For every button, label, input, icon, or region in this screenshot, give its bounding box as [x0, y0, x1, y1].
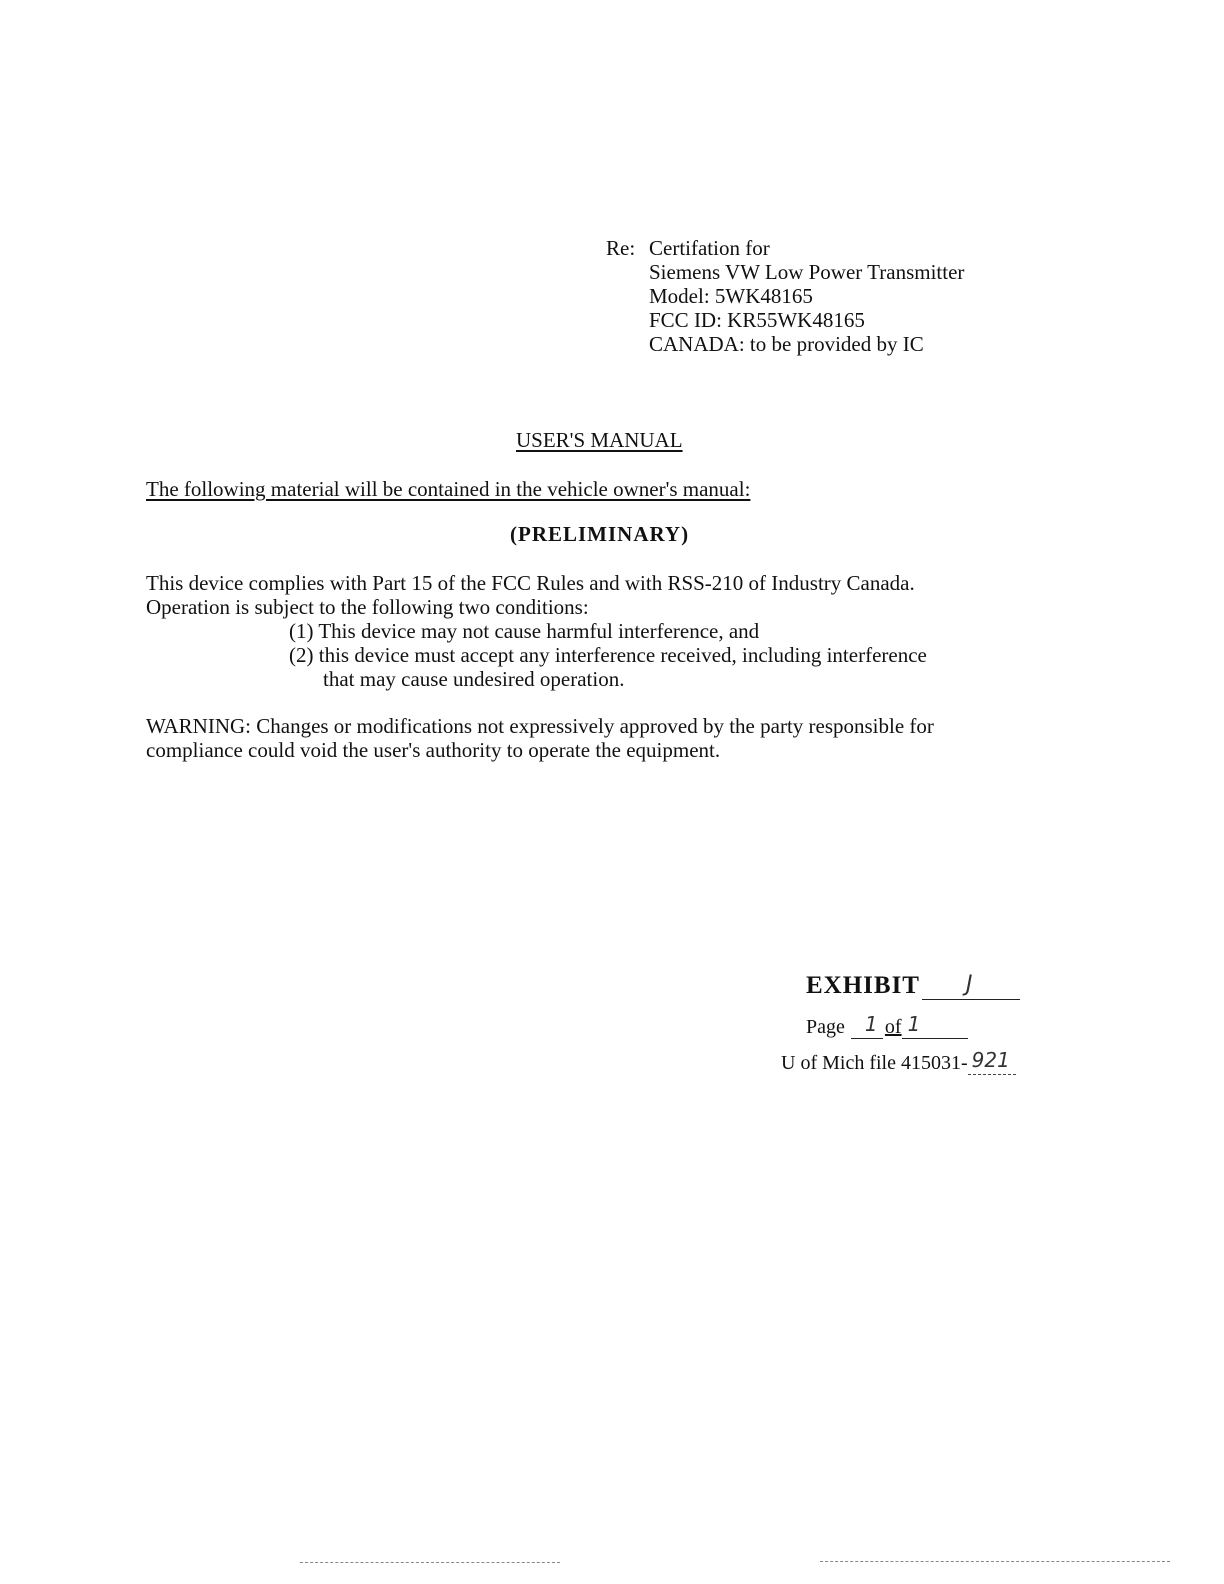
- page-number-field: [851, 1012, 883, 1039]
- re-line-fcc-id: FCC ID: KR55WK48165: [649, 308, 865, 332]
- file-stamp: [781, 1048, 1016, 1075]
- exhibit-value: J: [965, 972, 974, 997]
- scan-artifact-left: [300, 1562, 560, 1564]
- re-line-product: Siemens VW Low Power Transmitter: [649, 260, 965, 284]
- condition-2-continuation: that may cause undesired operation.: [323, 667, 625, 691]
- compliance-statement: This device complies with Part 15 of the FCC Rules and with RSS-210 of Industry Canada.: [146, 571, 915, 595]
- file-suffix: 921: [971, 1048, 1010, 1072]
- condition-1: (1) This device may not cause harmful interference, and: [289, 619, 760, 643]
- re-lines: [649, 236, 964, 356]
- page-of-label: of: [884, 1016, 902, 1038]
- page-label: Page: [806, 1016, 845, 1038]
- re-line-model: Model: 5WK48165: [649, 284, 813, 308]
- intro-line: The following material will be contained in the vehicle owner's manual:: [146, 477, 751, 501]
- scan-artifact-right: [820, 1561, 1170, 1563]
- re-line-certification: Certifation for: [649, 236, 770, 260]
- re-label: Re:: [606, 236, 636, 260]
- exhibit-stamp: [806, 972, 1020, 1000]
- condition-2: (2) this device must accept any interference received, including interference: [289, 643, 927, 667]
- page-total: 1: [907, 1012, 921, 1036]
- warning-line-1: WARNING: Changes or modifications not expressively approved by the party responsible for: [146, 714, 934, 738]
- re-line-canada: CANADA: to be provided by IC: [649, 332, 924, 356]
- page-stamp: [806, 1012, 968, 1039]
- file-suffix-field: [968, 1048, 1016, 1075]
- page-number: 1: [864, 1012, 878, 1036]
- exhibit-field: [922, 973, 1020, 1000]
- manual-title: USER'S MANUAL: [516, 428, 683, 452]
- warning-line-2: compliance could void the user's authority to operate the equipment.: [146, 738, 721, 762]
- exhibit-label: EXHIBIT: [806, 972, 920, 999]
- page-total-field: [902, 1012, 968, 1039]
- file-label: U of Mich file 415031-: [781, 1052, 968, 1074]
- preliminary-heading: (PRELIMINARY): [510, 522, 690, 546]
- compliance-conditions-intro: Operation is subject to the following two conditions:: [146, 595, 589, 619]
